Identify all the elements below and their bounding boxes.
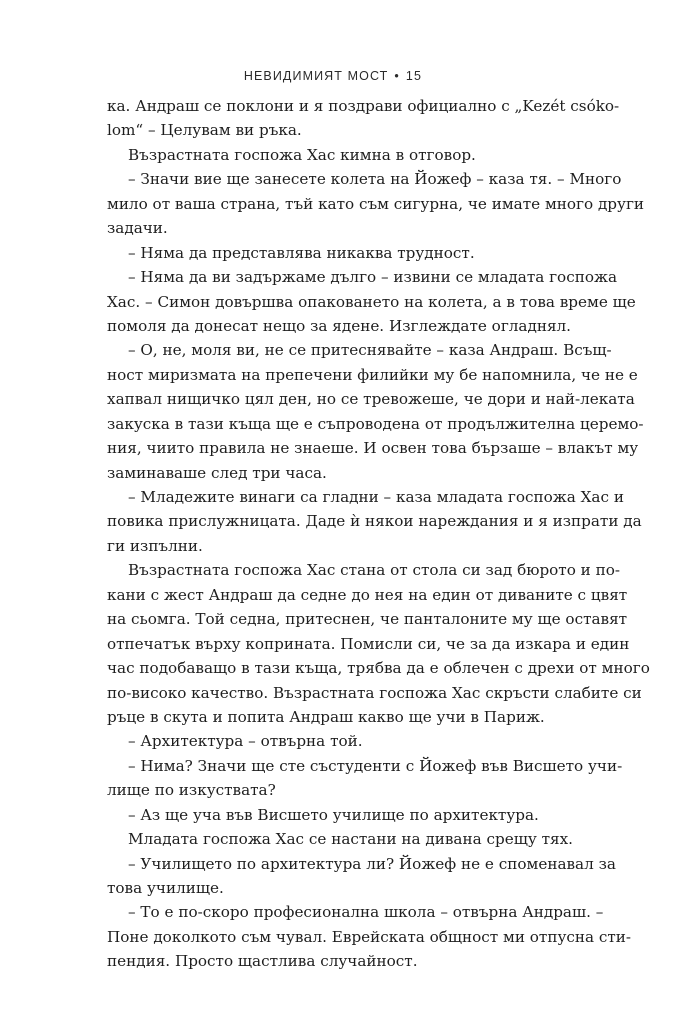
text-line: отпечатък върху коприната. Помисли си, че за да изкара и един [107, 634, 630, 653]
text-line: помоля да донесат нещо за ядене. Изглеждате огладнял. [107, 316, 572, 335]
page-number: 15 [405, 69, 422, 83]
text-line: ния, чиито правила не знаеше. И освен това бързаше – влакът му [107, 439, 639, 458]
body-text [107, 94, 650, 974]
text-line: ка. Андраш се поклони и я поздрави официално с „Kezét csóko- [107, 97, 620, 115]
text-line: – Няма да представлява никаква трудност. [128, 243, 475, 262]
text-line: ръце в скута и попита Андраш какво ще учи в Париж. [107, 707, 545, 726]
running-header-title: НЕВИДИМИЯТ МОСТ [243, 69, 389, 83]
text-line: Възрастната госпожа Хас кимна в отговор. [128, 145, 476, 164]
text-line: Хас. – Симон довършва опаковането на колета, а в това време ще [107, 292, 636, 311]
text-line: – О, не, моля ви, не се притеснявайте – каза Андраш. Всъщ- [128, 341, 612, 360]
text-line: закуска в тази къща ще е съпроводена от продължителна церемо- [107, 414, 644, 433]
text-line: – Младежите винаги са гладни – каза младата госпожа Хас и [128, 488, 624, 506]
text-line: – То е по-скоро професионална школа – отвърна Андраш. – [128, 903, 604, 922]
text-line: пендия. Просто щастлива случайност. [107, 952, 418, 971]
text-line: Поне доколкото съм чувал. Еврейската общност ми отпусна сти- [107, 927, 632, 946]
text-line: това училище. [107, 879, 224, 897]
text-line: заминаваше след три часа. [107, 463, 327, 482]
text-line: – Аз ще уча във Висшето училище по архитектура. [128, 805, 539, 824]
text-line: задачи. [107, 219, 168, 238]
text-line: хапвал нищичко цял ден, но се тревожеше, че дори и най-леката [107, 390, 635, 409]
text-line: мило от ваша страна, тъй като съм сигурна, че имате много други [107, 194, 645, 213]
text-line: на сьомга. Той седна, притеснен, че панталоните му ще оставят [107, 610, 628, 629]
running-header-separator: • [394, 69, 400, 83]
text-line: – Нима? Значи ще сте състуденти с Йожеф във Висшето учи- [128, 756, 623, 775]
running-header [244, 69, 422, 83]
text-line: повика прислужницата. Даде ѝ някои нареждания и я изпрати да [107, 512, 642, 531]
text-line: кани с жест Андраш да седне до нея на един от диваните с цвят [107, 585, 628, 604]
text-line: по-високо качество. Възрастната госпожа Хас скръсти слабите си [107, 683, 642, 702]
text-line: ност миризмата на препечени филийки му бе напомнила, че не е [107, 365, 638, 384]
text-line: lom“ – Целувам ви ръка. [107, 121, 302, 140]
text-line: – Училището по архитектура ли? Йожеф не е споменавал за [128, 854, 616, 873]
text-line: – Няма да ви задържаме дълго – извини се младата госпожа [128, 268, 617, 287]
text-line: Възрастната госпожа Хас стана от стола си зад бюрото и по- [128, 561, 621, 580]
text-line: лище по изкуствата? [107, 781, 276, 800]
text-line: Младата госпожа Хас се настани на дивана срещу тях. [128, 830, 573, 849]
text-line: ги изпълни. [107, 536, 203, 555]
text-line: – Значи вие ще занесете колета на Йожеф – каза тя. – Много [128, 170, 622, 189]
text-line: – Архитектура – отвърна той. [128, 732, 363, 751]
text-line: час подобаващо в тази къща, трябва да е облечен с дрехи от много [107, 659, 650, 678]
